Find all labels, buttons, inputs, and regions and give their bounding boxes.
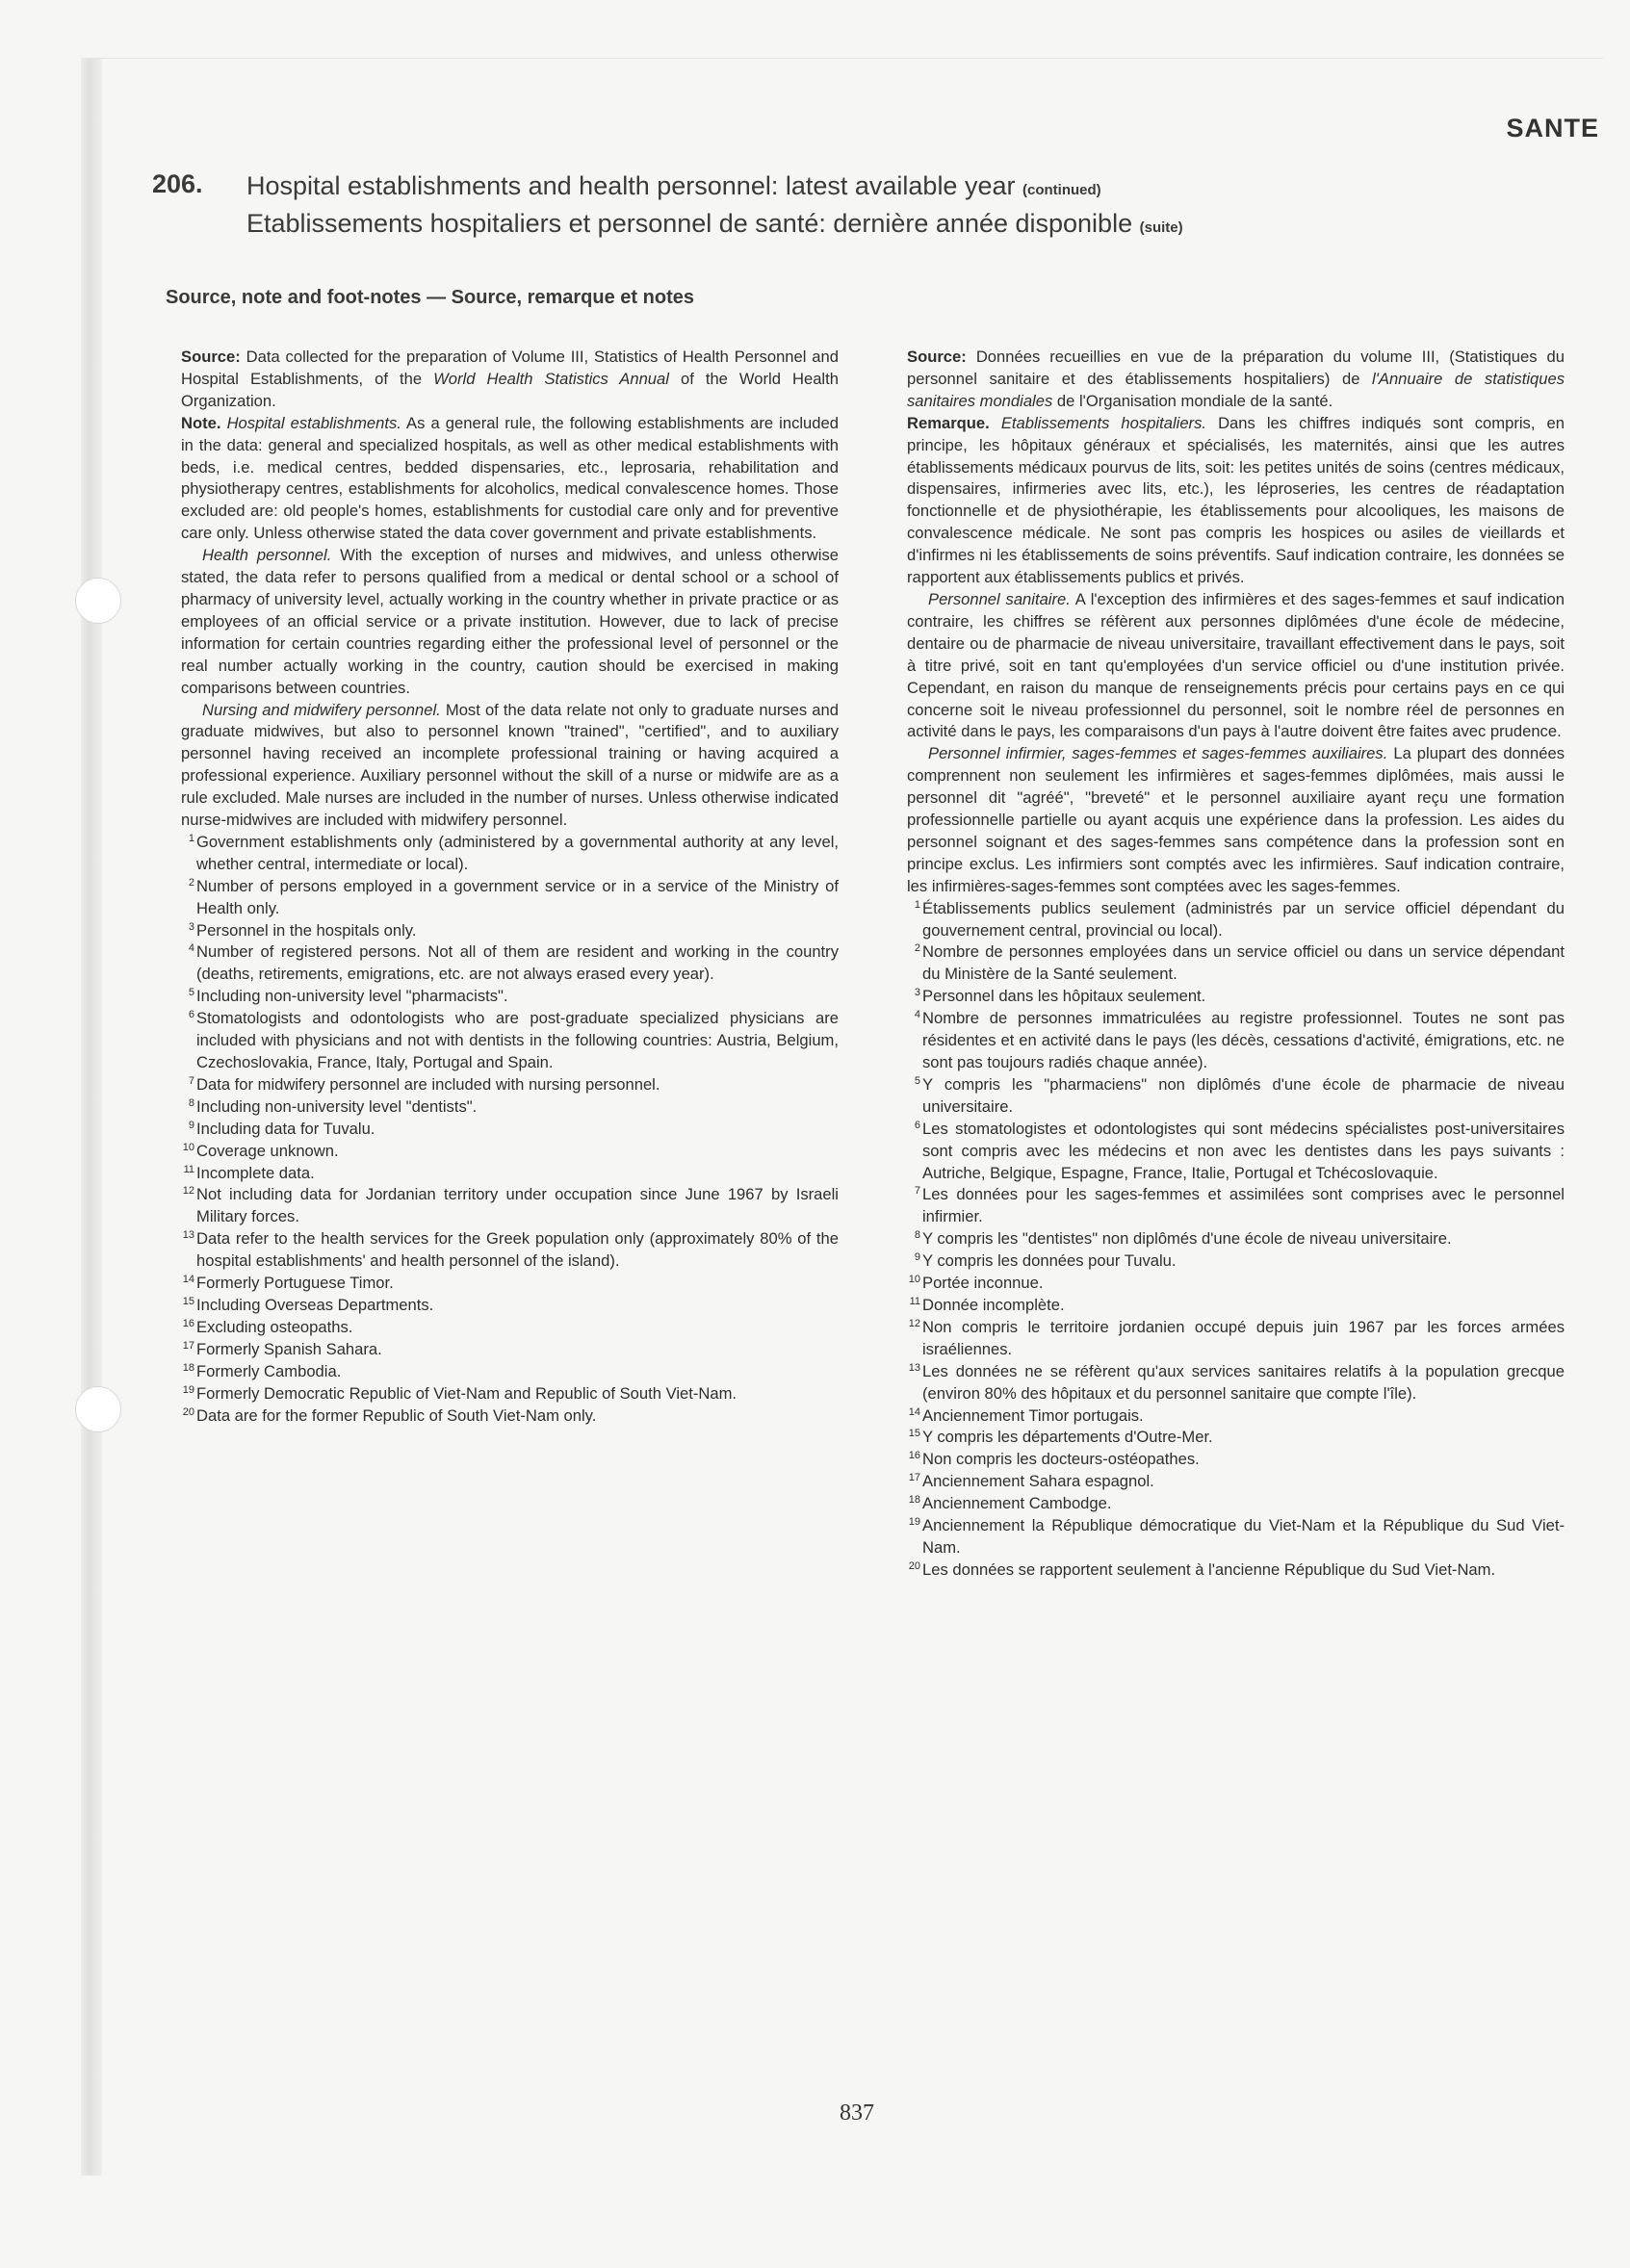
footnote-number: 1 (914, 898, 920, 911)
health-personnel-subheading: Personnel sanitaire. (928, 589, 1071, 608)
footnote-number: 13 (908, 1361, 920, 1374)
footnote-number: 11 (909, 1295, 920, 1307)
footnote (907, 1493, 1565, 1515)
health-personnel-paragraph (907, 589, 1565, 743)
footnote-number: 8 (914, 1229, 920, 1242)
footnote (181, 1383, 839, 1405)
footnote-number: 6 (914, 1119, 920, 1131)
nursing-text: Most of the data relate not only to graduate nurses and graduate midwives, but also to personnel known "trained", "certified", and to auxiliary personnel having received an incomplete professional training or having acquired a professional experience. Auxiliary personnel without the skill of a nurse or midwife are as a rule excluded. Male nurses are included in the number of nurses. Unless otherwise indicated nurse-midwives are included with midwifery personnel. (181, 700, 839, 830)
footnote-number: 19 (908, 1516, 920, 1529)
footnote-number: 15 (182, 1295, 194, 1307)
footnote-list (181, 832, 839, 1427)
footnote-number: 1 (188, 832, 194, 844)
footnote-text: Anciennement Sahara espagnol. (922, 1472, 1154, 1491)
footnote-list (907, 898, 1565, 1582)
footnote-text: Y compris les "dentistes" non diplômés d'une école de niveau universitaire. (922, 1229, 1452, 1249)
footnote-number: 7 (188, 1074, 194, 1087)
footnote (181, 986, 839, 1008)
footnote-text: Y compris les "pharmaciens" non diplômés d'une école de pharmacie de niveau universitaire. (922, 1074, 1565, 1116)
footnote (181, 1317, 839, 1339)
nursing-subheading: Nursing and midwifery personnel. (202, 700, 441, 719)
footnote-number: 19 (182, 1383, 194, 1396)
health-personnel-subheading: Health personnel. (202, 546, 332, 565)
footnote-text: Including non-university level "pharmacists". (196, 987, 508, 1006)
footnote-number: 7 (914, 1185, 920, 1198)
health-personnel-text: A l'exception des infirmières et des sages-femmes et sauf indication contraire, les chiffres se réfèrent aux personnes diplômées d'une école de médecine, dentaire ou de pharmacie de niveau universitaire, travaillant effectivement dans le pays, soit à titre privé, soit en tant qu'employées d'un service officiel ou d'une institution privée. Cependant, en raison du manque de renseignements précis pour certains pays en ce qui concerne soit le niveau professionnel du personnel, soit le nombre réel de personnes en activité dans le pays, les comparaisons d'un pays à l'autre doivent être faites avec prudence. (907, 589, 1565, 741)
note-label: Remarque. (907, 413, 990, 432)
footnote-text: Non compris le territoire jordanien occupé depuis juin 1967 par les forces armées israéliennes. (922, 1317, 1565, 1358)
footnote (181, 1184, 839, 1228)
footnote (181, 1228, 839, 1273)
nursing-paragraph (907, 743, 1565, 897)
footnote (907, 898, 1565, 942)
nursing-text: La plupart des données comprennent non seulement les infirmières et sages-femmes diplômées, mais aussi le personnel dit "agréé", "breveté" et le personnel auxiliaire ayant reçu une formation professionnelle partielle ou ayant acquis une expérience dans la profession. Les aides du personnel soignant et des sages-femmes sans compétence dans la profession sont en principe exclus. Les infirmiers sont comptés avec les infirmières. Sauf indication contraire, les infirmières-sages-femmes sont comptées avec les sages-femmes. (907, 744, 1565, 895)
footnote-number: 8 (188, 1096, 194, 1109)
footnote (181, 1273, 839, 1295)
title-english (246, 169, 1183, 207)
footnote-number: 12 (908, 1317, 920, 1329)
source-text: Données recueillies en vue de la préparation du volume III, (Statistiques du personnel sanitaire et des établissements hospitaliers) de (907, 348, 1565, 388)
binding-strip (81, 58, 102, 2176)
footnote-number: 9 (914, 1251, 920, 1264)
page-title (246, 169, 1183, 245)
footnote (907, 1273, 1565, 1295)
footnote-text: Portée inconnue. (922, 1274, 1044, 1293)
footnote-text: Personnel dans les hôpitaux seulement. (922, 987, 1206, 1006)
footnote-number: 10 (908, 1274, 920, 1286)
footnote-text: Les données pour les sages-femmes et assimilées sont comprises avec le personnel infirmier. (922, 1185, 1565, 1226)
footnote (907, 1405, 1565, 1428)
french-column (907, 347, 1565, 1582)
footnote-text: Data for midwifery personnel are included with nursing personnel. (196, 1074, 660, 1094)
health-personnel-paragraph (181, 545, 839, 699)
footnote-number: 18 (182, 1361, 194, 1374)
footnote-text: Including data for Tuvalu. (196, 1119, 375, 1138)
footnote (907, 1184, 1565, 1228)
footnote-number: 4 (188, 942, 194, 955)
footnote-text: Y compris les départements d'Outre-Mer. (922, 1428, 1213, 1447)
footnote (181, 1074, 839, 1096)
footnote (907, 1427, 1565, 1449)
title-english-suffix: (continued) (1022, 182, 1101, 198)
footnote (907, 1074, 1565, 1119)
footnote-text: Anciennement Timor portugais. (922, 1405, 1144, 1425)
footnote-text: Les données ne se réfèrent qu'aux services sanitaires relatifs à la population grecque (environ 80% des hôpitaux et du personnel sanitaire que compte l'île). (922, 1361, 1565, 1403)
footnote-text: Incomplete data. (196, 1163, 315, 1182)
footnote (181, 1008, 839, 1074)
footnote-text: Including non-university level "dentists". (196, 1096, 478, 1116)
footnote-text: Anciennement Cambodge. (922, 1494, 1112, 1513)
footnote-text: Government establishments only (administered by a governmental authority at any level, whether central, intermediate or local). (196, 832, 839, 873)
footnote (907, 1119, 1565, 1185)
source-text-end: de l'Organisation mondiale de la santé. (1056, 391, 1333, 410)
source-paragraph (907, 347, 1565, 413)
source-label: Source: (907, 348, 967, 366)
footnote-number: 17 (908, 1472, 920, 1484)
footnote-text: Établissements publics seulement (administrés par un service officiel dépendant du gouvernement central, provincial ou local). (922, 898, 1565, 940)
source-text-end: of the World Health Organization. (181, 369, 839, 410)
footnote (907, 986, 1565, 1008)
footnote-text: Les données se rapportent seulement à l'ancienne République du Sud Viet-Nam. (922, 1559, 1496, 1579)
footnote-text: Data are for the former Republic of South Viet-Nam only. (196, 1405, 597, 1425)
source-publication: World Health Statistics Annual (433, 369, 669, 388)
footnote-text: Y compris les données pour Tuvalu. (922, 1251, 1177, 1271)
footnote (907, 1008, 1565, 1074)
title-english-text: Hospital establishments and health personnel: latest available year (246, 171, 1016, 200)
footnote (907, 1295, 1565, 1317)
footnote-number: 20 (908, 1559, 920, 1572)
footnote (181, 941, 839, 986)
footnote-text: Personnel in the hospitals only. (196, 920, 417, 940)
source-label: Source: (181, 348, 241, 366)
footnote-text: Nombre de personnes employées dans un service officiel ou dans un service dépendant du Ministère de la Santé seulement. (922, 942, 1565, 984)
source-paragraph (181, 347, 839, 413)
footnote-number: 12 (182, 1185, 194, 1198)
footnote-text: Formerly Portuguese Timor. (196, 1274, 394, 1293)
footnote-number: 3 (914, 987, 920, 999)
footnote-number: 14 (182, 1274, 194, 1286)
note-subheading: Hospital establishments. (226, 413, 401, 432)
title-french-suffix: (suite) (1139, 219, 1183, 236)
footnote-text: Data refer to the health services for the Greek population only (approximately 80% of the hospital establishments' and health personnel of the island). (196, 1229, 839, 1271)
health-personnel-text: With the exception of nurses and midwives, and unless otherwise stated, the data refer to persons qualified from a medical or dental school or a school of pharmacy of university level, actually working in the country whether in private practice or as employees of an official service or a private institution. However, due to lack of precise information for certain countries regarding either the professional level of personnel or the real number actually working in the country, caution should be exercised in making comparisons between countries. (181, 546, 839, 697)
table-number: 206. (152, 169, 203, 198)
footnote-number: 15 (908, 1428, 920, 1440)
footnote (907, 941, 1565, 986)
footnote-text: Formerly Cambodia. (196, 1361, 342, 1380)
footnote-text: Stomatologists and odontologists who are post-graduate specialized physicians are included with physicians and not with dentists in the following countries: Austria, Belgium, Czechoslovakia, France, Italy, Portugal and Spain. (196, 1009, 839, 1071)
footnote-number: 6 (188, 1009, 194, 1021)
note-subheading: Etablissements hospitaliers. (1000, 413, 1206, 432)
note-paragraph (181, 413, 839, 545)
footnote-text: Nombre de personnes immatriculées au registre professionnel. Toutes ne sont pas résidentes et en activité dans le pays (les décès, cessations d'activité, émigrations, etc. ne sont pas toujours radiés chaque année). (922, 1009, 1565, 1071)
footnote-text: Donnée incomplète. (922, 1295, 1065, 1314)
note-paragraph (907, 413, 1565, 589)
english-column (181, 347, 839, 1427)
footnote (907, 1361, 1565, 1405)
note-text: Dans les chiffres indiqués sont compris, en principe, les hôpitaux généraux et spécialisés, les maternités, ainsi que les autres établissements médicaux pourvus de lits, soit: les petites unités de soins (centres médicaux, dispensaires, infirmeries avec lits, etc.), les léproseries, les centres de réadaptation fonctionnelle et de physiothérapie, les établissements pour alcooliques, les maisons de convalescence médicale. Ne sont pas compris les hospices ou asiles de vieillards et d'infirmes ni les établissements de soins préventifs. Sauf indication contraire, les données se rapportent aux établissements publics et privés. (907, 413, 1565, 587)
footnote-number: 13 (182, 1229, 194, 1242)
footnote-text: Les stomatologistes et odontologistes qui sont médecins spécialistes post-universitaires sont compris avec les médecins et non avec les dentistes dans les pays suivants : Autriche, Belgique, Espagne, France, Italie, Portugal et Tchécoslovaquie. (922, 1119, 1565, 1182)
footnote-number: 9 (188, 1119, 194, 1131)
note-label: Note. (181, 413, 221, 432)
footnote (907, 1559, 1565, 1582)
punch-hole (75, 578, 121, 624)
footnote-number: 18 (908, 1494, 920, 1507)
title-french (246, 207, 1183, 245)
footnote (181, 1339, 839, 1361)
footnote-number: 2 (914, 942, 920, 955)
section-tag: SANTE (1506, 114, 1599, 142)
footnote-number: 17 (182, 1339, 194, 1352)
footnote (181, 832, 839, 876)
note-text: As a general rule, the following establishments are included in the data: general and specialized hospitals, as well as other medical establishments with beds, i.e. medical centres, bedded dispensaries, etc., leprosaria, rehabilitation and physiotherapy centres, establishments for alcoholics, medical convalescence homes. Those excluded are: old people's homes, establishments for custodial care only and for preventive care only. Unless otherwise stated the data cover government and private establishments. (181, 413, 839, 543)
footnote-number: 4 (914, 1009, 920, 1021)
punch-hole (75, 1386, 121, 1432)
footnote-text: Anciennement la République démocratique du Viet-Nam et la République du Sud Viet-Nam. (922, 1516, 1565, 1557)
footnote (181, 1096, 839, 1119)
footnote-text: Including Overseas Departments. (196, 1295, 434, 1314)
footnote-text: Formerly Spanish Sahara. (196, 1339, 382, 1358)
footnote (907, 1250, 1565, 1273)
footnote (181, 1119, 839, 1141)
page-number: 837 (840, 2100, 874, 2126)
footnote-number: 2 (188, 876, 194, 889)
footnote (181, 920, 839, 942)
footnote (907, 1515, 1565, 1559)
footnote-text: Formerly Democratic Republic of Viet-Nam and Republic of South Viet-Nam. (196, 1383, 737, 1403)
footnote-text: Coverage unknown. (196, 1141, 339, 1160)
footnote (181, 1361, 839, 1383)
footnote (181, 1295, 839, 1317)
source-text: Data collected for the preparation of Volume III, Statistics of Health Personnel and Hospital Establishments, of the (181, 348, 839, 388)
title-french-text: Etablissements hospitaliers et personnel de santé: dernière année disponible (246, 209, 1133, 238)
footnote-number: 16 (908, 1450, 920, 1462)
source-publication: l'Annuaire de statistiques sanitaires mondiales (907, 369, 1565, 410)
footnote-text: Number of registered persons. Not all of them are resident and working in the country (deaths, retirements, emigrations, etc. are not always erased every year). (196, 942, 839, 984)
footnote-number: 11 (183, 1163, 194, 1175)
footnote (907, 1228, 1565, 1250)
footnote (907, 1317, 1565, 1361)
footnote-number: 5 (914, 1074, 920, 1087)
footnote-number: 5 (188, 987, 194, 999)
section-heading: Source, note and foot-notes — Source, remarque et notes (166, 287, 694, 308)
footnote (181, 876, 839, 920)
footnote (907, 1471, 1565, 1493)
footnote-text: Number of persons employed in a government service or in a service of the Ministry of Health only. (196, 876, 839, 917)
footnote-number: 14 (908, 1405, 920, 1418)
footnote (181, 1405, 839, 1428)
footnote-text: Excluding osteopaths. (196, 1317, 353, 1336)
nursing-subheading: Personnel infirmier, sages-femmes et sages-femmes auxiliaires. (928, 744, 1388, 763)
nursing-paragraph (181, 700, 839, 832)
footnote-number: 20 (182, 1405, 194, 1418)
footnote-number: 16 (182, 1317, 194, 1329)
footnote (907, 1449, 1565, 1471)
footnote (181, 1141, 839, 1163)
footnote-text: Not including data for Jordanian territory under occupation since June 1967 by Israeli Military forces. (196, 1185, 839, 1226)
footnote-text: Non compris les docteurs-ostéopathes. (922, 1450, 1200, 1469)
footnote-number: 10 (182, 1141, 194, 1153)
footnote (181, 1163, 839, 1185)
footnote-number: 3 (188, 920, 194, 933)
